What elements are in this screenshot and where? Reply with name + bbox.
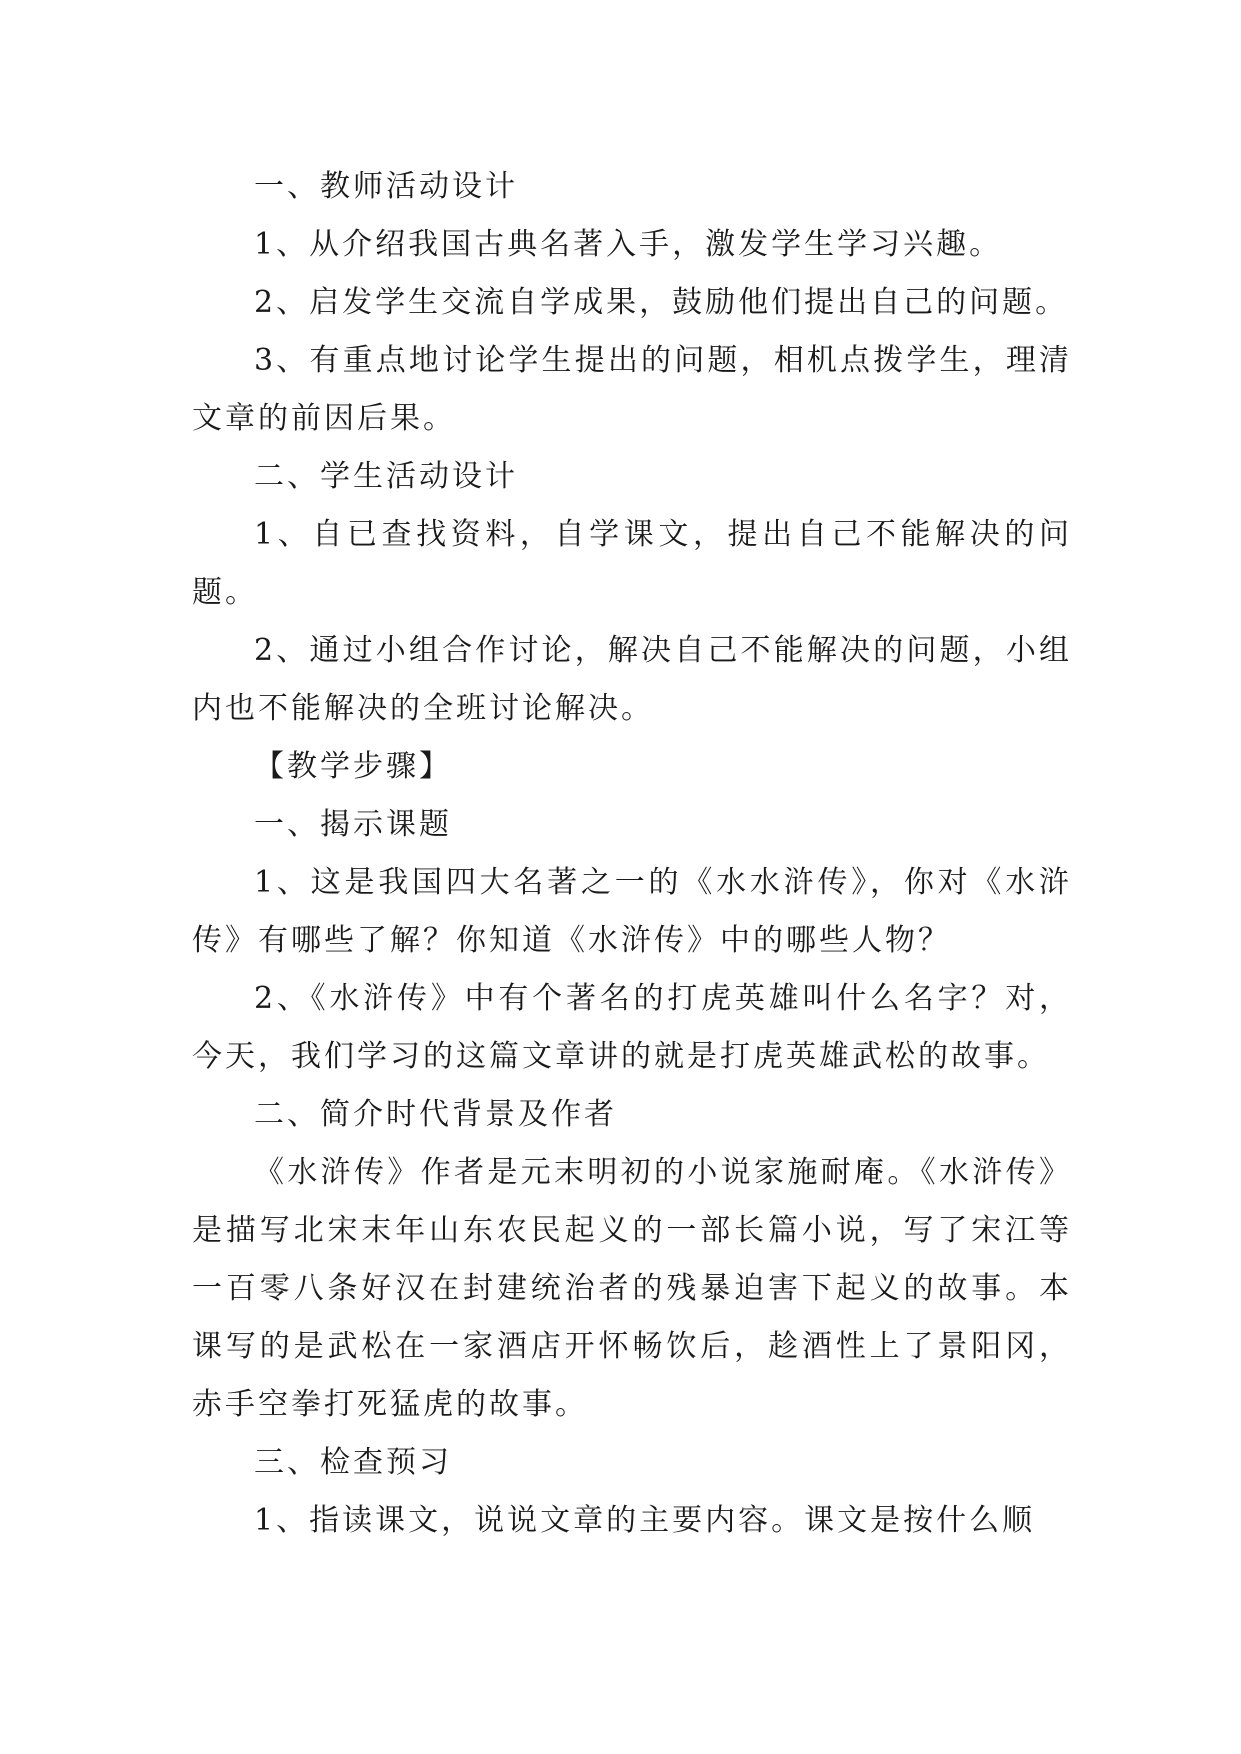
paragraph: 2、通过小组合作讨论，解决自己不能解决的问题，小组内也不能解决的全班讨论解决。 [192, 633, 1072, 726]
section-heading-teaching-steps: 【教学步骤】 [254, 749, 452, 784]
section-heading-student-activities: 二、学生活动设计 [254, 459, 518, 494]
paragraph: 1、自已查找资料，自学课文，提出自己不能解决的问题。 [192, 517, 1072, 610]
section-heading-reveal-topic: 一、揭示课题 [254, 807, 452, 842]
paragraph: 1、这是我国四大名著之一的《水水浒传》，你对《水浒传》有哪些了解？你知道《水浒传》中的哪些人物？ [192, 865, 1072, 958]
section-heading-check-preview: 三、检查预习 [254, 1445, 452, 1480]
paragraph: 《水浒传》作者是元末明初的小说家施耐庵。《水浒传》是描写北宋末年山东农民起义的一部长篇小说，写了宋江等一百零八条好汉在封建统治者的残暴迫害下起义的故事。本课写的是武松在一家酒店开怀畅饮后，趁酒性上了景阳冈，赤手空拳打死猛虎的故事。 [192, 1155, 1072, 1422]
section-heading-background-author: 二、简介时代背景及作者 [254, 1097, 617, 1132]
paragraph: 3、有重点地讨论学生提出的问题，相机点拨学生，理清文章的前因后果。 [192, 343, 1072, 436]
paragraph: 1、从介绍我国古典名著入手，激发学生学习兴趣。 [254, 227, 1003, 262]
section-heading-teacher-activities: 一、教师活动设计 [254, 169, 518, 204]
document-body [192, 158, 1072, 1550]
paragraph: 2、《水浒传》中有个著名的打虎英雄叫什么名字？对，今天，我们学习的这篇文章讲的就是打虎英雄武松的故事。 [192, 981, 1072, 1074]
paragraph: 2、启发学生交流自学成果，鼓励他们提出自己的问题。 [254, 285, 1069, 320]
paragraph: 1、指读课文，说说文章的主要内容。课文是按什么顺 [254, 1503, 1036, 1538]
